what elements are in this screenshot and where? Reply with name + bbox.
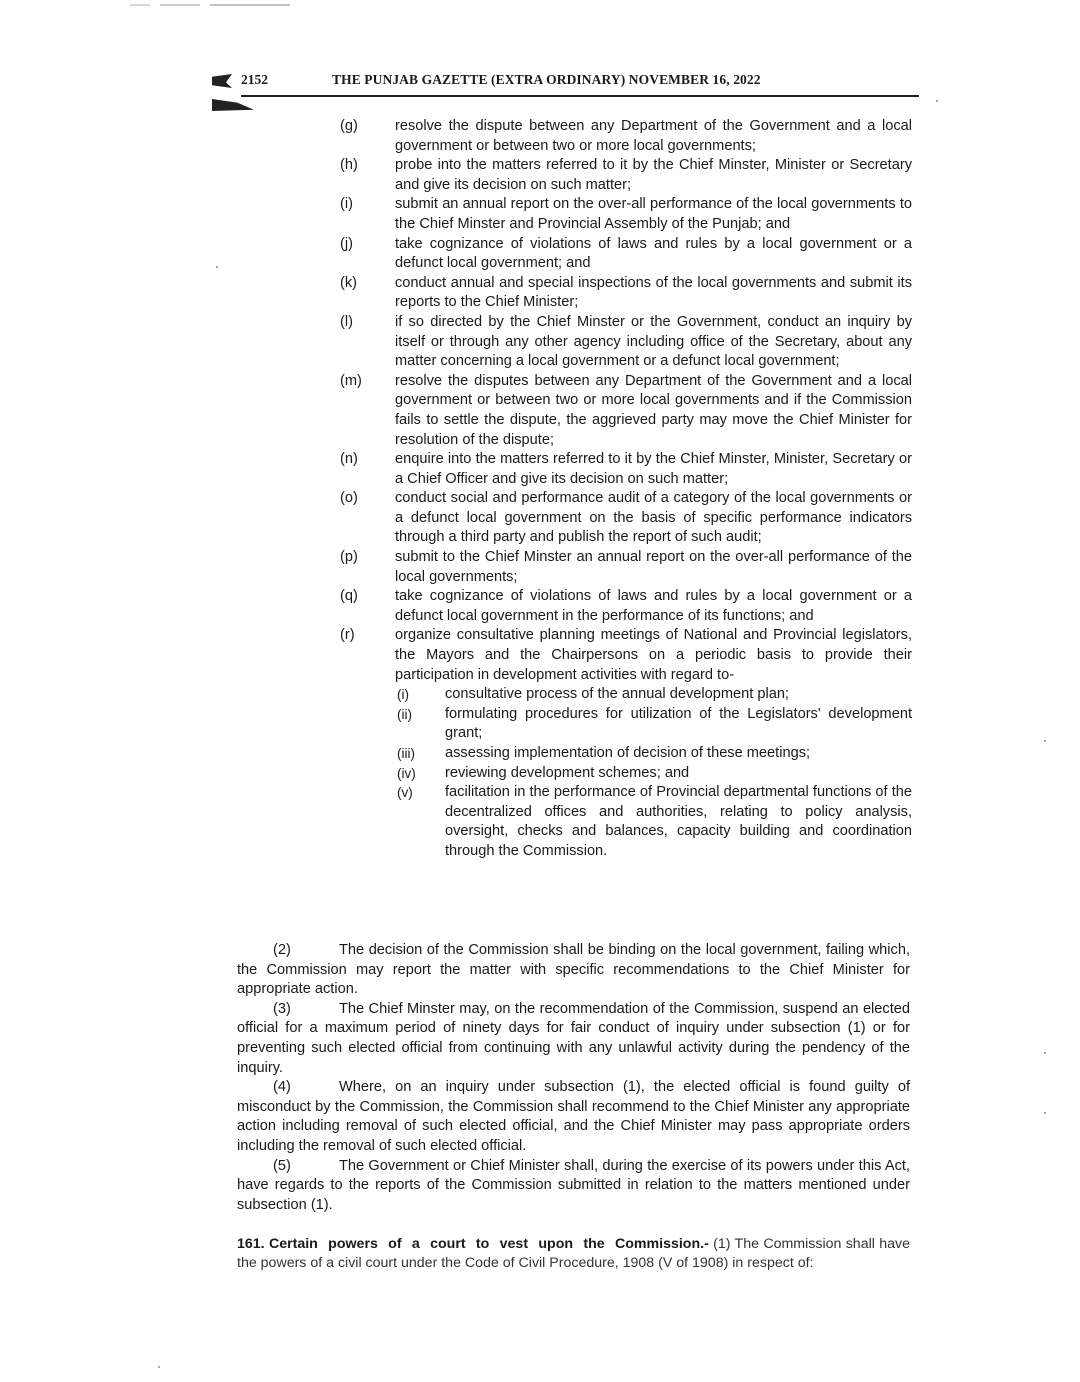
subclause-text: assessing implementation of decision of these meetings; [445,745,811,761]
clause-label: (k) [340,274,358,291]
clause-text: submit an annual report on the over-all performance of the local governments to the Chief Minster and Provincial Assembly of the Punjab; and [395,196,912,232]
subsection-list [237,941,910,1215]
clause-text: enquire into the matters referred to it by the Chief Minster, Minister, Secretary or a Chief Officer and give its decision on such matter; [395,451,912,487]
subsection-number: (4) [273,1079,291,1096]
clause-r [340,626,912,861]
scan-speck [1044,1052,1046,1054]
clause-n [340,450,912,489]
subsection-5 [237,1157,910,1216]
clause-q [340,587,912,626]
clause-text: take cognizance of violations of laws and rules by a local government or a defunct local government; and [395,235,912,272]
clause-text: conduct social and performance audit of a category of the local governments or a defunct local government on the basis of specific performance indicators through a third party and publish the report of such audit; [395,490,912,546]
subclause-iv [397,764,912,784]
clause-text: resolve the disputes between any Department of the Government and a local government or between two or more local governments and if the Commission fails to settle the dispute, the aggrieved party may move the Chief Minister for resolution of the dispute; [395,372,912,448]
gazette-title: THE PUNJAB GAZETTE (EXTRA ORDINARY) NOVEMBER 16, 2022 [332,72,761,87]
subclause-text: consultative process of the annual development plan; [445,686,789,703]
clause-label: (o) [340,490,358,507]
clause-l [340,313,912,372]
subclause-label: (ii) [397,706,412,722]
clause-label: (h) [340,157,358,174]
subclause-text: formulating procedures for utilization of the Legislators' development grant; [445,705,912,742]
subclause-text: facilitation in the performance of Provincial departmental functions of the decentralized offices and authorities, relating to policy analysis, oversight, checks and balances, capacity building and coordination through the Commission. [445,784,912,859]
clause-label: (j) [340,235,353,252]
clause-p [340,548,912,587]
clause-label: (l) [340,313,353,330]
subsection-number: (2) [273,942,291,958]
subsection-text: Where, on an inquiry under subsection (1), the elected official is found guilty of misconduct by the Commission, the Commission shall recommend to the Chief Minister any appropriate action including removal of such elected official, and the Chief Minister may pass appropriate orders including the removal of such elected official. [237,1079,910,1154]
margin-mark-icon [212,99,254,111]
subsection-4 [237,1078,910,1156]
clause-text: resolve the dispute between any Department of the Government and a local government or between two or more local governments; [395,118,912,154]
section-heading: Certain powers of a court to vest upon the Commission.- [268,1236,709,1252]
clause-g [340,117,912,156]
subsection-text: The Government or Chief Minister shall, during the exercise of its powers under this Act, have regards to the reports of the Commission submitted in relation to the matters mentioned under subsection (1). [237,1157,910,1213]
scan-speck [216,266,218,268]
clause-j [340,235,912,274]
clause-label: (n) [340,451,358,468]
section-161 [237,1235,910,1273]
scan-speck [1044,1112,1046,1114]
header-rule [241,95,919,97]
section-number: 161. [237,1236,265,1252]
subclause-iii [397,744,912,764]
clause-label: (m) [340,372,362,389]
clause-k [340,274,912,313]
clause-label: (q) [340,588,358,605]
subsection-3 [237,1000,910,1078]
page-number: 2152 [241,72,268,87]
scan-speck [158,1366,160,1368]
subclause-ii [397,705,912,744]
subsection-number: (3) [273,1000,291,1017]
scan-speck [936,100,938,102]
subsection-text: The Chief Minster may, on the recommendation of the Commission, suspend an elected official for a maximum period of ninety days for fair conduct of inquiry under subsection (1) or for preventing such elected official from continuing with any unlawful activity during the pendency of the inquiry. [237,1000,910,1076]
scan-speck [1044,740,1046,742]
subclause-v [397,783,912,861]
subclause-text: reviewing development schemes; and [445,764,690,781]
clause-label: (p) [340,549,358,566]
subclause-i [397,685,912,705]
subclause-label: (iv) [397,765,416,781]
clause-list [340,117,912,862]
clause-label: (g) [340,118,358,134]
clause-h [340,156,912,195]
subclause-label: (i) [397,687,409,703]
subsection-2 [237,941,910,1000]
clause-m [340,372,912,450]
subclause-label: (iii) [397,746,415,761]
clause-o [340,489,912,548]
clause-text: take cognizance of violations of laws and rules by a local government or a defunct local government in the performance of its functions; and [395,588,912,624]
subsection-text: The decision of the Commission shall be binding on the local government, failing which, the Commission may report the matter with specific recommendations to the Chief Minister for appropriate action. [237,942,910,998]
subclause-list [395,685,912,861]
clause-text: if so directed by the Chief Minster or the Government, conduct an inquiry by itself or through any other agency including office of the Secretary, about any matter concerning a local government or a defunct local government; [395,313,912,370]
scan-artifact-top [130,4,290,6]
subsection-number: (5) [273,1157,291,1174]
section-text: (1) The Commission shall have the powers of a civil court under the Code of Civil Procedure, 1908 (V of 1908) in respect of: [237,1236,910,1271]
margin-mark-icon [212,74,232,88]
clause-text: conduct annual and special inspections of the local governments and submit its reports to the Chief Minister; [395,274,912,311]
clause-text: probe into the matters referred to it by the Chief Minster, Minister or Secretary and give its decision on such matter; [395,157,912,193]
subclause-label: (v) [397,785,413,801]
clause-label: (r) [340,627,355,644]
clause-label: (i) [340,196,353,213]
clause-i [340,195,912,234]
clause-text: submit to the Chief Minster an annual report on the over-all performance of the local governments; [395,549,912,585]
clause-text: organize consultative planning meetings of National and Provincial legislators, the Mayors and the Chairpersons on a periodic basis to provide their participation in development activities with regard to- [395,627,912,683]
